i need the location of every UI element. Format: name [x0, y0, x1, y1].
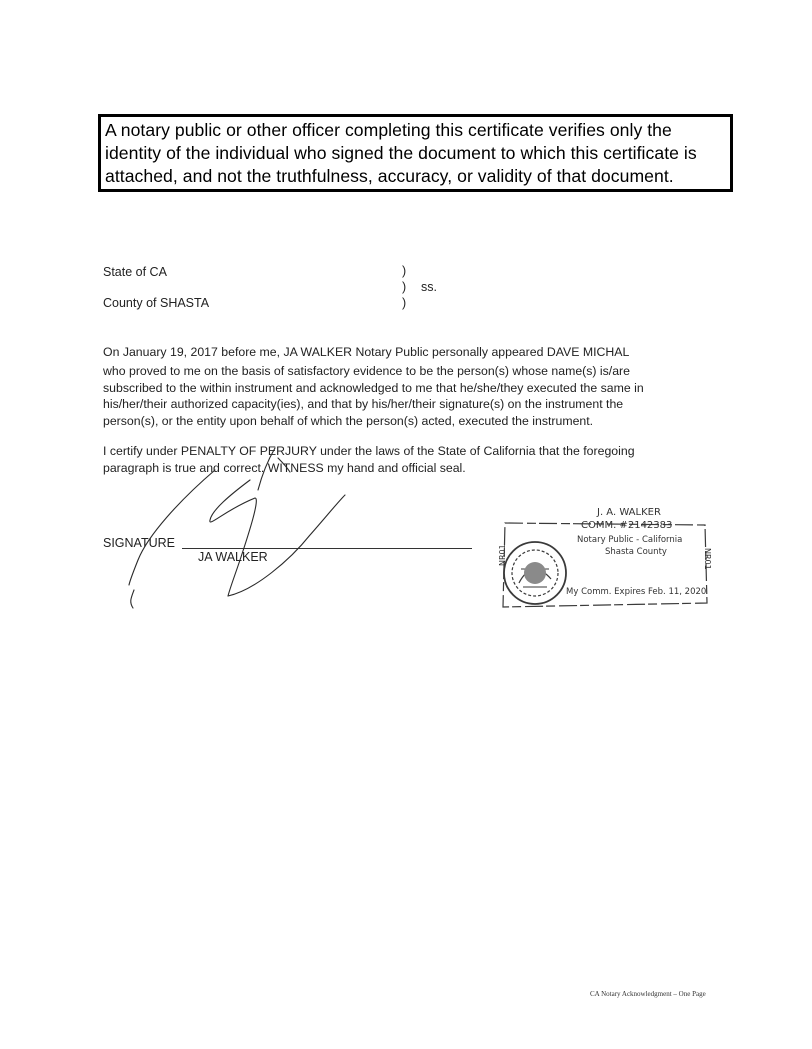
venue-paren-bottom: ) — [402, 296, 407, 310]
disclaimer-notice-box — [98, 114, 733, 192]
signature-label: SIGNATURE — [103, 536, 175, 550]
seal-county: Shasta County — [605, 547, 667, 557]
venue-state: State of CA — [103, 265, 167, 279]
disclaimer-line-1: A notary public or other officer completing this certificate verifies only the — [105, 120, 672, 140]
disclaimer-line-3: attached, and not the truthfulness, accuracy, or validity of that document. — [105, 166, 674, 186]
certification-line-1: I certify under PENALTY OF PERJURY under the laws of the State of California that the foregoing — [103, 444, 635, 458]
venue-ss: ss. — [421, 280, 437, 294]
acknowledgment-body-line-1: who proved to me on the basis of satisfactory evidence to be the person(s) whose name(s) is/are — [103, 364, 630, 378]
acknowledgment-body-line-2: subscribed to the within instrument and acknowledged to me that he/she/they executed the same in — [103, 380, 644, 395]
seal-commission: COMM. #2142383 — [581, 520, 673, 531]
seal-emblem-center — [524, 562, 546, 584]
acknowledgment-body-line-3: his/her/their authorized capacity(ies), and that by his/her/their signature(s) on the instrument the — [103, 397, 624, 411]
seal-code-right: NR01 — [703, 548, 712, 570]
signer-name: JA WALKER — [198, 550, 268, 564]
venue-paren-middle: ) — [402, 280, 407, 294]
seal-name: J. A. WALKER — [597, 507, 661, 518]
venue-county: County of SHASTA — [103, 296, 210, 310]
seal-title: Notary Public - California — [577, 535, 683, 545]
seal-expiration: My Comm. Expires Feb. 11, 2020 — [566, 587, 707, 597]
seal-code-left: NR01 — [498, 544, 507, 566]
handwritten-signature — [100, 440, 460, 610]
page-footer: CA Notary Acknowledgment – One Page — [590, 990, 706, 998]
venue-paren-top: ) — [402, 264, 407, 278]
acknowledgment-body-line-4: person(s), or the entity upon behalf of which the person(s) acted, executed the instrument. — [103, 413, 594, 428]
acknowledgment-line-1: On January 19, 2017 before me, JA WALKER Notary Public personally appeared DAVE MICHAL — [103, 345, 630, 359]
acknowledgment-body — [103, 363, 693, 429]
acknowledgment-intro — [103, 344, 693, 361]
disclaimer-line-2: identity of the individual who signed the document to which this certificate is — [105, 143, 697, 163]
certification-line-2: paragraph is true and correct. WITNESS my hand and official seal. — [103, 460, 466, 475]
